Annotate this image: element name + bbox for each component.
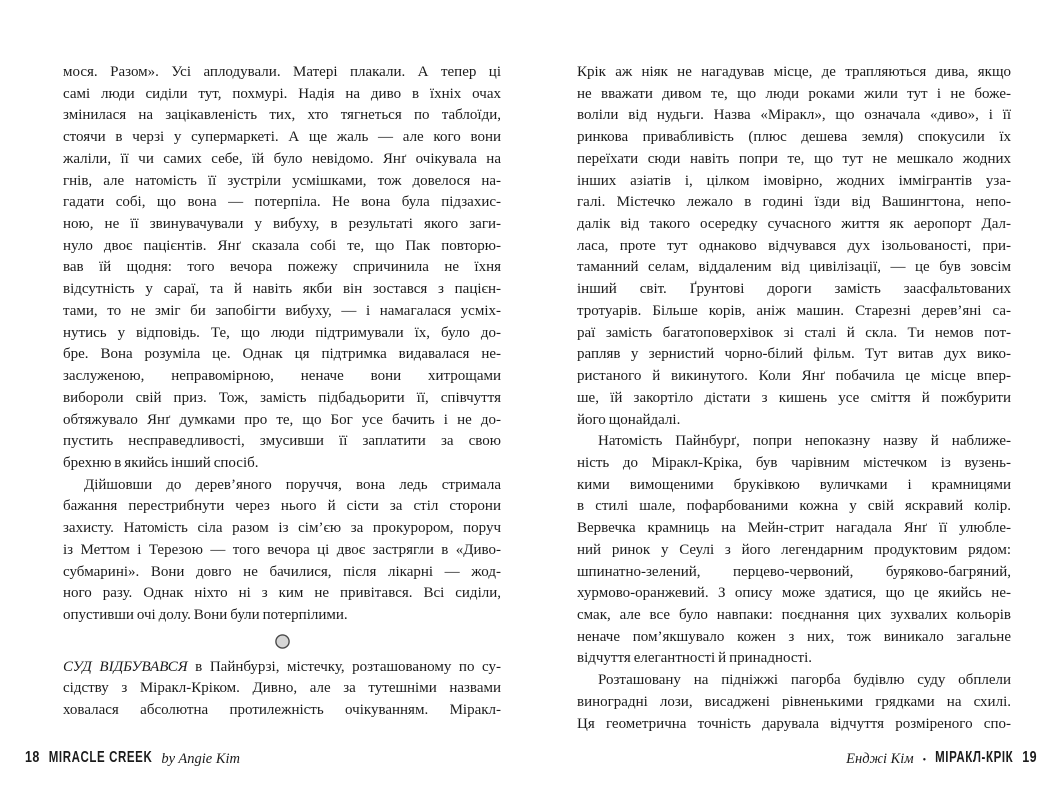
text-line: захисту. Натомість сіла разом із сім’єю за прокурором, поруч (63, 520, 501, 537)
text-line: ною, не її звинувачували у вибуху, в результаті якого заги- (63, 216, 501, 233)
text-line: Ця геометрична точність дарувала відчуття розміреного спо- (577, 715, 1011, 732)
text-line: відсутність у сараї, та й навіть якби він зостався з пацієн- (63, 281, 501, 298)
text-line: пустить несправедливості, змусивши її заплатити за свою (63, 433, 501, 450)
text-line: жаліли, її чи самих себе, їй було невідомо. Янґ очікувала на (63, 150, 501, 167)
bullet-separator-icon: • (922, 755, 927, 766)
paragraph (577, 670, 1011, 735)
text-line: хурмово-оранжевий. З опису може здатися, що це якийсь не- (577, 585, 1011, 602)
text-line: в стилі шале, пофарбованими кожна у свій яскравий колір. (577, 498, 1011, 515)
page-right-footer (846, 748, 1037, 768)
text-line: заслуженою, неправомірною, неначе вони хитрощами (63, 368, 501, 385)
text-line: ласа, проте тут однаково відчувався дух ізольованості, при- (577, 237, 1011, 254)
text-line: нутись у відповідь. Те, що люди підтримували їх, було до- (63, 324, 501, 341)
text-line: ного разу. Однак ніхто ні з ким не привітався. Всі сиділи, (63, 585, 501, 602)
text-line: Розташовану на підніжжі пагорба будівлю суду обплели (598, 672, 1011, 689)
text-line: таманний селам, віддаленим від цивілізації, — це був зовсім (577, 259, 1011, 276)
text-line: виноградні лози, висаджені рівненькими грядками на схилі. (577, 693, 1011, 710)
text-line: ховалася абсолютна протилежність очікуванням. Міракл- (63, 702, 501, 719)
text-line: ристаного й викинутого. Коли Янґ побачила це місце впер- (577, 368, 1011, 385)
page-left-footer (25, 748, 241, 768)
section-lead: СУД ВІДБУВАВСЯ (63, 658, 188, 675)
running-title: MIRACLE CREEK (48, 749, 153, 766)
text-line: змінилася на зацікавленість тих, хто тягнеться по таблоїди, (63, 107, 501, 124)
text-line: кими вимощеними бруківкою вуличками і крамницями (577, 476, 1011, 493)
text-line: раї замість багатоповерхівок зі сталі й скла. Ти немов пот- (577, 324, 1011, 341)
text-line: відчуття елегантності й принадності. (577, 650, 812, 667)
text-line: бажання перестрибнути через нього й сісти за стіл сторони (63, 498, 501, 515)
paragraph (63, 475, 501, 627)
text-line: ринкова привабливість (плюс дешева земля) спокусили їх (577, 129, 1011, 146)
text-line: тротуарів. Більше корів, аніж машин. Старезні дерев’яні са- (577, 302, 1011, 319)
text-line: вибороли свій приз. Тож, замість підбадьорити її, співчуття (63, 389, 501, 406)
running-author: Енджі Кім (846, 751, 914, 767)
paragraph (63, 657, 501, 722)
text-line: галі. Містечко лежало в годині їзди від Вашингтона, непо- (577, 194, 1011, 211)
text-line: із Меттом і Терезою — того вечора ці двоє застрягли в «Диво- (63, 541, 501, 558)
text-line: тами, то не зміг би запобігти вибуху, — і намагалася усміх- (63, 302, 501, 319)
text-line: Дійшовши до дерев’яного поруччя, вона ледь стримала (84, 476, 501, 493)
paragraph (577, 62, 1011, 431)
text-line: сідству з Міракл-Кріком. Дивно, але за тутешніми назвами (63, 680, 501, 697)
paragraph (577, 431, 1011, 670)
text-line: далік від такого осередку сучасного життя як аеропорт Дал- (577, 216, 1011, 233)
text-line: самі люди сиділи тут, похмурі. Надія на диво в їхніх очах (63, 85, 501, 102)
page-number: 19 (1022, 748, 1037, 766)
section-divider (63, 627, 501, 657)
text-line: переїхати сюди навіть попри те, що тут не мешкало жодних (577, 150, 1011, 167)
text-line: не вважати дивом те, що люди роками жили тут і не боже- (577, 85, 1011, 102)
page-left-text (63, 62, 501, 722)
text-line: неначе пом’якшувало кожен з них, тож виникало загальне (577, 628, 1011, 645)
text-line: гадати собі, що вона — потерпіла. Не вона була підзахис- (63, 194, 501, 211)
text-line: ність до Міракл-Кріка, був чарівним містечком із вузень- (577, 454, 1011, 471)
text-line: Вервечка крамниць на Мейн-стрит нагадала Янґ її улюбле- (577, 520, 1011, 537)
text-line: вав їй щодня: того вечора пожежу спричинила не їхня (63, 259, 501, 276)
text-line: шпинатно-зелений, перцево-червоний, буряково-багряний, (577, 563, 1011, 580)
text-line: брехню в якийсь інший спосіб. (63, 454, 259, 471)
page-right-text (577, 62, 1011, 735)
text-line: смак, але все було навпаки: поєднання цих зухвалих кольорів (577, 606, 1011, 623)
text-line: його щонайдалі. (577, 411, 681, 428)
text-line: ше, їй закортіло дістати з кишень усе сміття й пожбурити (577, 389, 1011, 406)
running-title: МІРАКЛ-КРІК (935, 749, 1014, 766)
text-line: Натомість Пайнбурґ, попри непоказну назву й наближе- (598, 433, 1011, 450)
paragraph (63, 62, 501, 475)
text-line: рапляв у зернистий чорно-білий фільм. Тут витав дух вико- (577, 346, 1011, 363)
pebble-circle-icon (274, 633, 291, 650)
text-line: Крік аж ніяк не нагадував місце, де трапляються дива, якщо (577, 64, 1011, 80)
running-byline: by Angie Kim (161, 751, 241, 767)
text-line: обтяжувало Янґ думками про те, що Бог усе бачить і не до- (63, 411, 501, 428)
text-line: ний ринок у Сеулі з його легендарним продуктовим рядом: (577, 541, 1011, 558)
text-line: інших азіатів і, цілком імовірно, жодних іммігрантів уза- (577, 172, 1011, 189)
text-line: стоячи в черзі у супермаркеті. А ще жаль — але кого вони (63, 129, 501, 146)
text-line: СУД ВІДБУВАВСЯ в Пайнбурзі, містечку, розташованому по су- (63, 658, 501, 675)
text-line: мося. Разом». Усі аплодували. Матері плакали. А тепер ці (63, 64, 501, 80)
text-line: інший світ. Ґрунтові дороги замість заасфальтованих (577, 281, 1011, 298)
text-line: опустивши очі долу. Вони були потерпілими. (63, 606, 348, 623)
text-line: нуло двоє пацієнтів. Янґ сказала собі те, що Пак повторю- (63, 237, 501, 254)
page-number: 18 (25, 748, 40, 766)
text-line: воліли від нудьги. Назва «Міракл», що означала «диво», і її (577, 107, 1011, 124)
text-line: бре. Вона розуміла це. Однак ця підтримка видавалася не- (63, 346, 501, 363)
text-line: гнів, але натомість її зустріли усмішками, тож довелося на- (63, 172, 501, 189)
text-line: субмарині». Вони довго не бачилися, після лікарні — жод- (63, 563, 501, 580)
